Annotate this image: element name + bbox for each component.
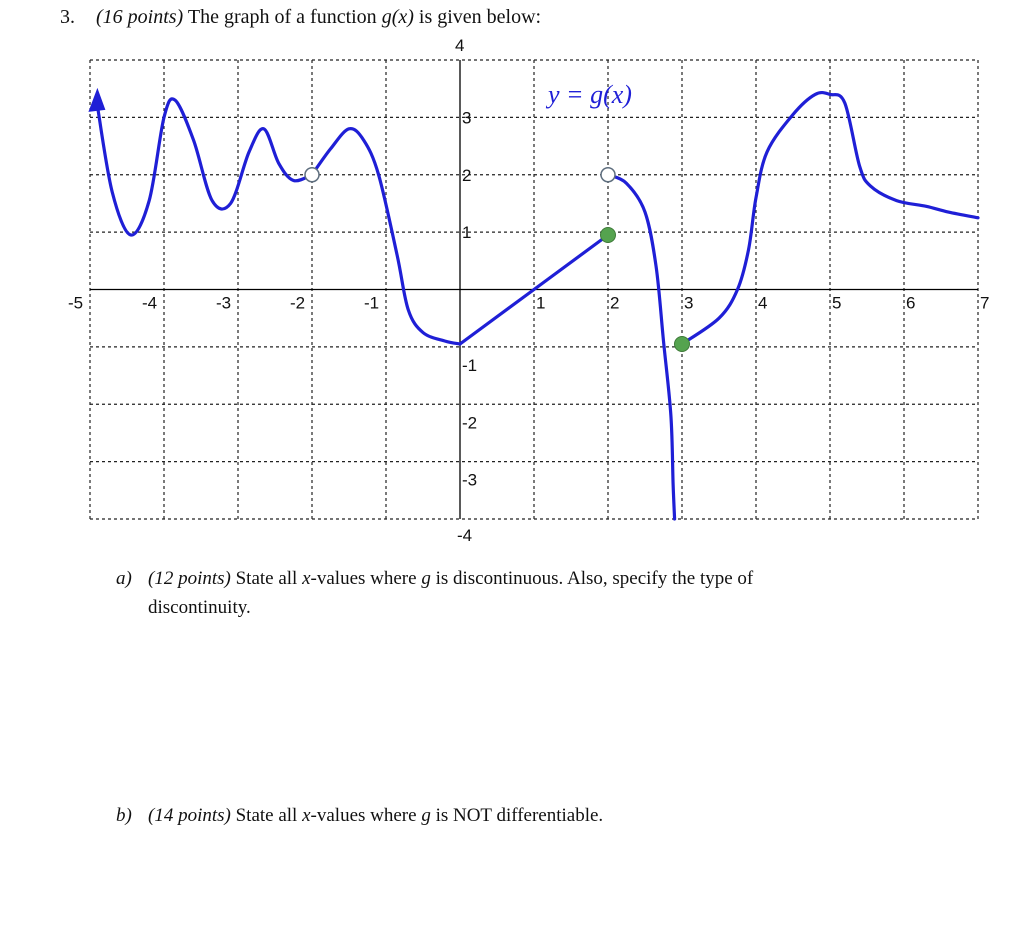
x-tick-label: 1 bbox=[536, 293, 546, 313]
x-tick-label: 2 bbox=[610, 293, 620, 313]
y-tick-label: 3 bbox=[462, 108, 472, 128]
x-tick-label: 7 bbox=[980, 293, 990, 313]
part-b-text-2: -values where bbox=[310, 805, 417, 826]
question-text-2: is given below: bbox=[418, 6, 542, 28]
y-tick-label: -2 bbox=[462, 413, 478, 433]
part-a-var-x: x bbox=[302, 568, 311, 589]
part-a-text-1: State all bbox=[235, 568, 298, 589]
x-tick-label: -2 bbox=[290, 293, 306, 313]
part-b-text-1: State all bbox=[235, 805, 298, 826]
open-point bbox=[601, 168, 615, 182]
part-b-text-3: is NOT differentiable. bbox=[435, 805, 604, 826]
x-tick-label: -1 bbox=[364, 293, 380, 313]
part-a-text-2: -values where bbox=[310, 568, 417, 589]
x-tick-label: -4 bbox=[142, 293, 158, 313]
y-tick-label: -1 bbox=[462, 355, 478, 375]
y-tick-label: 2 bbox=[462, 165, 472, 185]
curve-piece-1 bbox=[97, 99, 312, 235]
open-point bbox=[305, 168, 319, 182]
part-a-points: (12 points) bbox=[148, 568, 231, 589]
part-a-text-4: discontinuity. bbox=[148, 597, 251, 618]
question-number: 3. bbox=[60, 6, 75, 28]
part-a-label: a) bbox=[116, 568, 132, 589]
part-a-var-g: g bbox=[421, 568, 431, 589]
y-tick-label: -3 bbox=[462, 470, 478, 490]
question-text-1: The graph of a function bbox=[187, 6, 377, 28]
endpoints bbox=[305, 165, 690, 352]
arrow-head bbox=[88, 88, 105, 112]
closed-point bbox=[675, 337, 690, 352]
x-tick-label: 4 bbox=[758, 293, 768, 313]
part-b-label: b) bbox=[116, 805, 132, 826]
x-tick-label: 6 bbox=[906, 293, 916, 313]
question-func: g(x) bbox=[381, 6, 414, 28]
x-tick-label: 3 bbox=[684, 293, 694, 313]
part-a bbox=[116, 564, 753, 622]
part-b-var-x: x bbox=[302, 805, 311, 826]
equation-label: y = g(x) bbox=[548, 80, 632, 109]
y-tick-label: 1 bbox=[462, 223, 472, 243]
x-tick-label: -3 bbox=[216, 293, 232, 313]
x-tick-label: 5 bbox=[832, 293, 842, 313]
part-b bbox=[116, 801, 603, 830]
part-a-text-3: is discontinuous. Also, specify the type of bbox=[435, 568, 754, 589]
closed-point bbox=[601, 227, 616, 242]
y-tick-label: 4 bbox=[455, 36, 465, 55]
y-tick-label: -4 bbox=[457, 526, 473, 545]
tick-labels bbox=[68, 36, 989, 545]
x-tick-label: -5 bbox=[68, 293, 84, 313]
curve-piece-4 bbox=[608, 175, 675, 519]
part-b-points: (14 points) bbox=[148, 805, 231, 826]
question-points: (16 points) bbox=[96, 6, 184, 28]
part-b-var-g: g bbox=[421, 805, 431, 826]
